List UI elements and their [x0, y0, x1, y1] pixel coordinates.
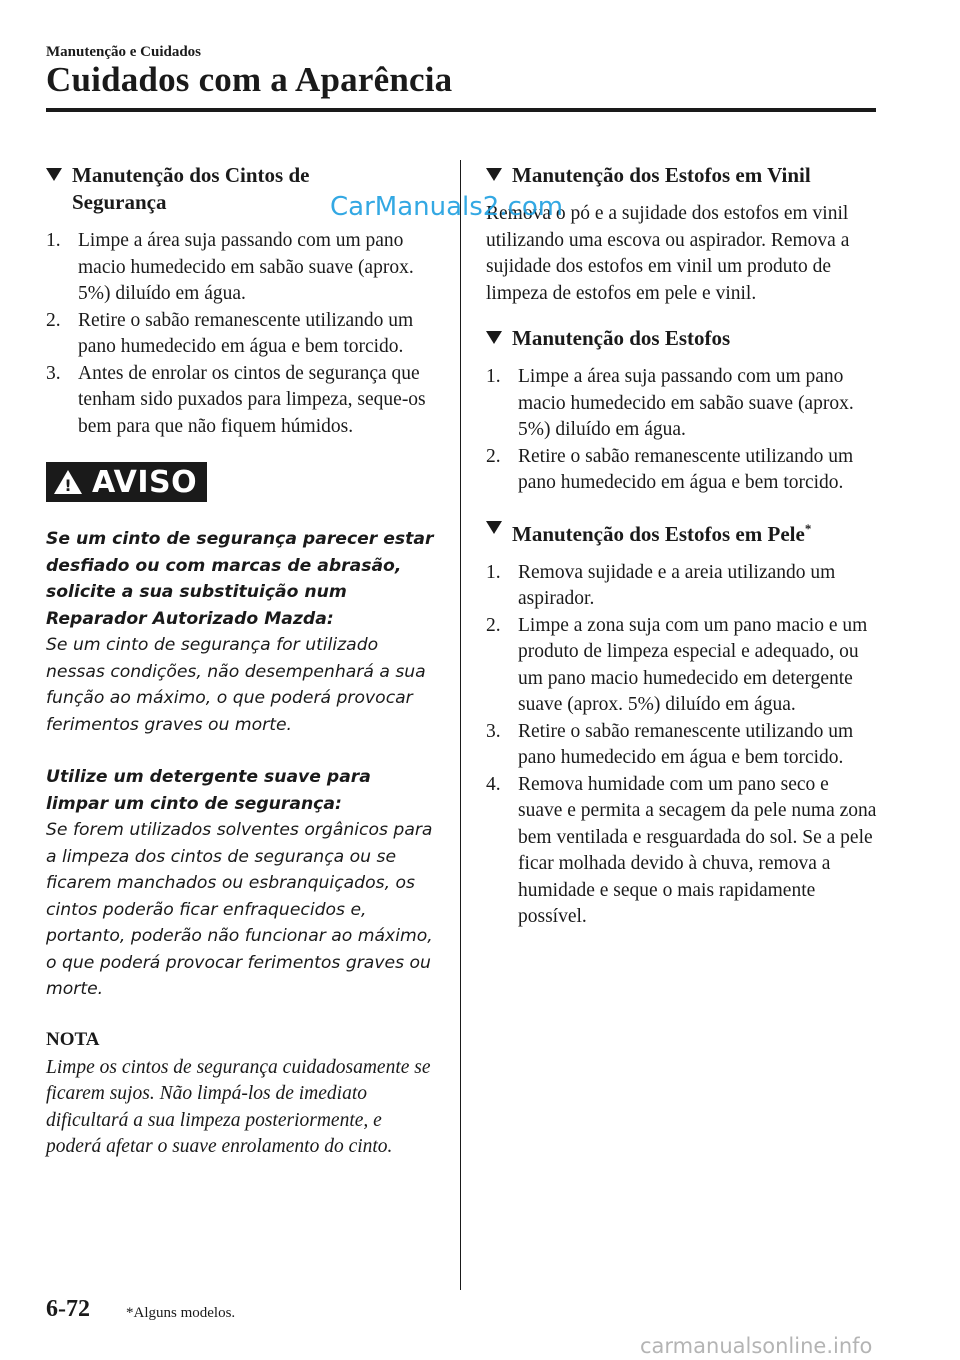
title-rule: [46, 108, 876, 112]
section-title-upholstery: [486, 325, 878, 352]
footnote-mark: *: [804, 520, 812, 536]
watermark-bottom: carmanualsonline.info: [640, 1334, 873, 1358]
step-text: Retire o sabão remanescente utilizando um pano humedecido em água e bem torcido.: [518, 445, 854, 493]
warning-block: [46, 764, 438, 1003]
seatbelt-steps: [46, 228, 438, 440]
warning-icon: !: [54, 470, 82, 494]
triangle-bullet-icon: [486, 331, 502, 344]
step-text: Limpe a zona suja com um pano macio e um produto de limpeza especial e adequado, ou um pano macio humedecido em detergente suave (aprox. 5%) diluído em água.: [518, 614, 868, 715]
step-number: 2.: [486, 445, 501, 467]
list-item: [486, 613, 878, 719]
upholstery-steps: [486, 364, 878, 497]
step-number: 3.: [46, 362, 61, 384]
triangle-bullet-icon: [486, 168, 502, 181]
section-title-vinyl: [486, 162, 878, 189]
step-text: Limpe a área suja passando com um pano macio humedecido em sabão suave (aprox. 5%) diluído em água.: [78, 230, 414, 304]
warning-label: AVISO: [92, 464, 198, 500]
section-title-line: Manutenção dos Estofos em Pele: [512, 521, 805, 546]
warning-heading: Utilize um detergente suave para limpar um cinto de segurança:: [46, 767, 371, 814]
step-text: Remova sujidade e a areia utilizando um aspirador.: [518, 561, 836, 609]
right-column: [486, 162, 878, 949]
step-number: 2.: [46, 309, 61, 331]
step-text: Limpe a área suja passando com um pano macio humedecido em sabão suave (aprox. 5%) diluído em água.: [518, 366, 854, 440]
warning-badge: [46, 462, 207, 502]
list-item: [46, 361, 438, 441]
step-number: 1.: [486, 561, 501, 583]
step-text: Retire o sabão remanescente utilizando um pano humedecido em água e bem torcido.: [518, 720, 854, 768]
left-column: [46, 162, 438, 1161]
list-item: [46, 308, 438, 361]
section-title-line: Manutenção dos Estofos em Vinil: [512, 163, 811, 187]
step-text: Remova humidade com um pano seco e suave e permita a secagem da pele numa zona bem ventilada e resguardada do sol. Se a pele ficar molhada devido à chuva, remova a humidade e seque o mais rapidamente possível.: [518, 773, 877, 927]
step-number: 2.: [486, 614, 501, 636]
section-label: Manutenção e Cuidados: [46, 44, 202, 60]
page-title: Cuidados com a Aparência: [46, 60, 453, 99]
list-item: [486, 772, 878, 931]
note-label: NOTA: [46, 1028, 100, 1050]
step-number: 1.: [46, 230, 61, 251]
step-text: Antes de enrolar os cintos de segurança que tenham sido puxados para limpeza, seque-os bem para que não fiquem húmidos.: [78, 362, 426, 437]
list-item: [486, 444, 878, 497]
triangle-bullet-icon: [46, 168, 62, 181]
watermark-top: CarManuals2.com: [330, 192, 564, 222]
warning-block: [46, 526, 438, 738]
section-title-line: Segurança: [72, 190, 167, 214]
leather-steps: [486, 560, 878, 931]
list-item: [46, 228, 438, 308]
triangle-bullet-icon: [486, 521, 502, 534]
section-title-line: Manutenção dos Estofos: [512, 326, 731, 350]
step-number: 1.: [486, 366, 501, 387]
section-title-leather: [486, 515, 878, 548]
warning-heading: Se um cinto de segurança parecer estar desfiado ou com marcas de abrasão, solicite a sua substituição num Reparador Autorizado Mazda:: [46, 529, 434, 629]
list-item: [486, 364, 878, 444]
step-number: 4.: [486, 773, 501, 795]
list-item: [486, 719, 878, 772]
vinyl-paragraph: Remova o pó e a sujidade dos estofos em vinil utilizando uma escova ou aspirador. Remova a sujidade dos estofos em vinil um produto de limpeza de estofos em pele e vinil.: [486, 203, 850, 304]
section-title-line: Manutenção dos Cintos de: [72, 163, 310, 187]
warning-text: Se forem utilizados solventes orgânicos para a limpeza dos cintos de segurança ou se ficarem manchados ou esbranquiçados, os cintos poderão ficar enfraquecidos e, portanto, poderão não funcionar ao máximo, o que poderá provocar ferimentos graves ou morte.: [46, 820, 433, 999]
column-divider: [460, 160, 461, 1290]
list-item: [486, 560, 878, 613]
footnote: *Alguns modelos.: [126, 1305, 236, 1321]
note-text: Limpe os cintos de segurança cuidadosamente se ficarem sujos. Não limpá-los de imediato dificultará a sua limpeza posteriormente, e poderá afetar o suave enrolamento do cinto.: [46, 1056, 431, 1157]
warning-text: Se um cinto de segurança for utilizado nessas condições, não desempenhará a sua função ao máximo, o que poderá provocar ferimentos graves ou morte.: [46, 635, 426, 735]
step-text: Retire o sabão remanescente utilizando um pano humedecido em água e bem torcido.: [78, 309, 414, 357]
step-number: 3.: [486, 720, 501, 742]
page-number: 6-72: [46, 1296, 90, 1322]
